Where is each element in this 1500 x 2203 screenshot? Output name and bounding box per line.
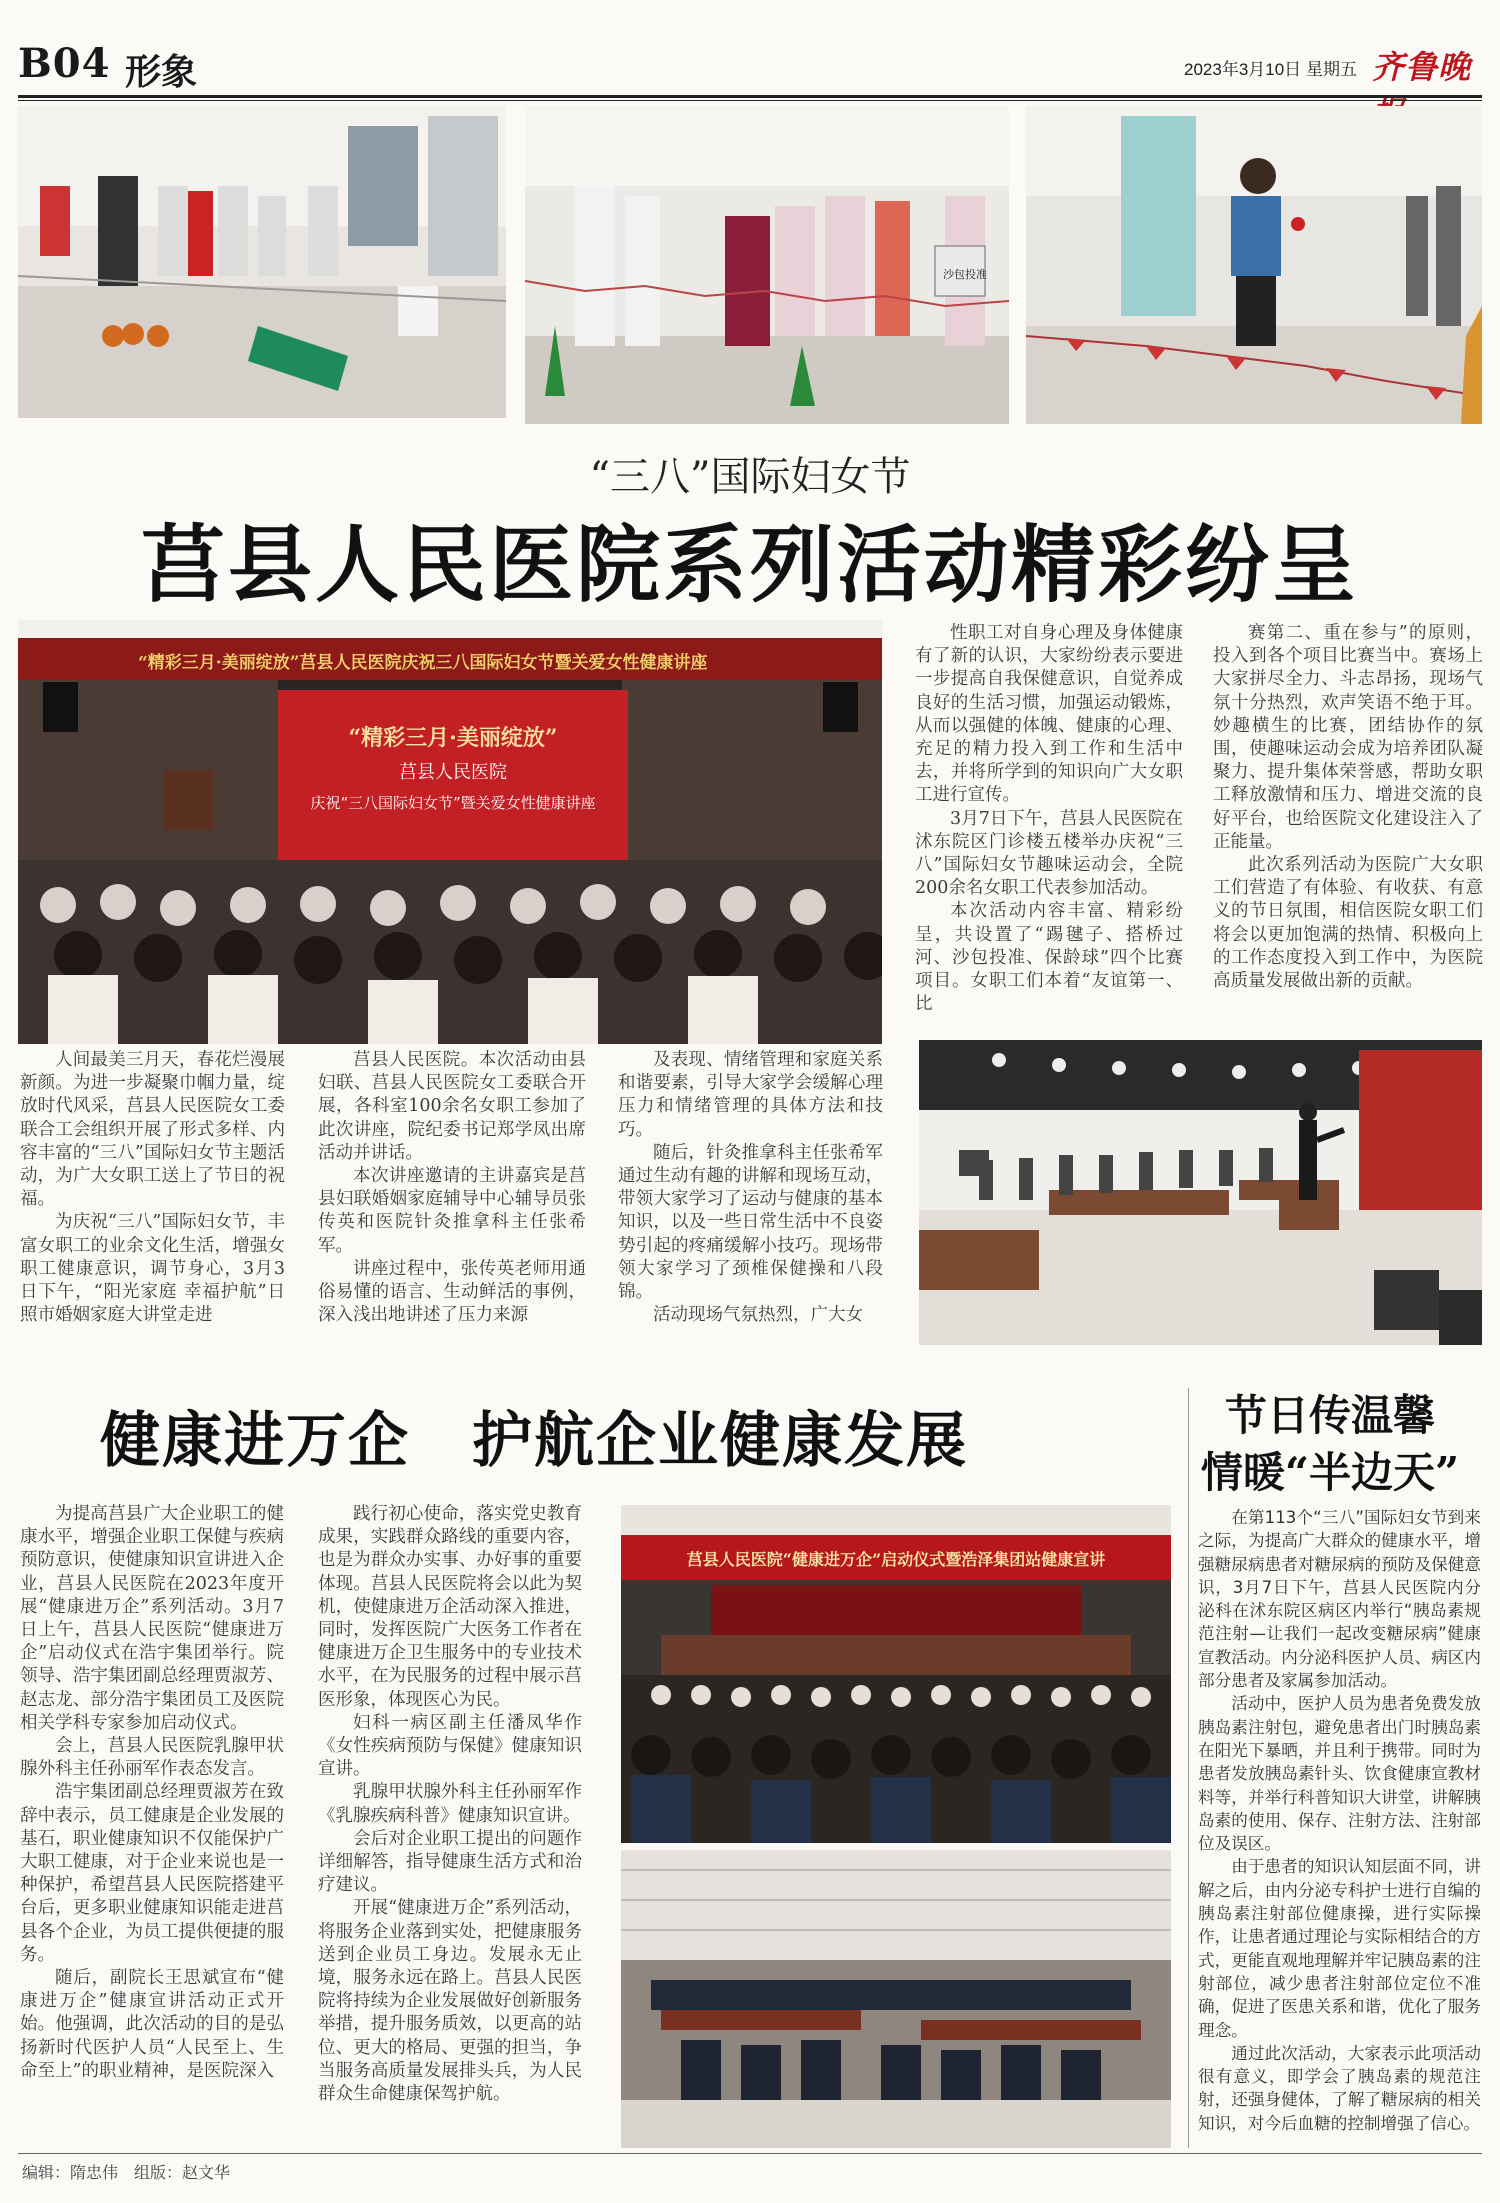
photo-enterprise-launch bbox=[621, 1505, 1171, 1843]
article3-body: 在第113个“三八”国际妇女节到来之际，为提高广大群众的健康水平，增强糖尿病患者对糖尿病的预防及保健意识，3月7日下午，莒县人民医院内分泌科在沭东院区病区内举行“胰岛素规范注射—让我们一起改变糖尿病”健康宣教活动。内分泌科医护人员、病区内部分患者及家属参加活动。 活动中，医护人员为患者免费发放胰岛素注射包，避免患者出门时胰岛素在阳光下暴晒，并且利于携带。同时为患者发放胰岛素针头、饮食健康宣教材料等，并举行科普知识大讲堂，讲解胰岛素的使用、保存、注射方法、注射部位及误区。 由于患者的知识认知层面不同，讲解之后，由内分泌专科护士进行自编的胰岛素注射部位健康操，进行实际操作，让患者通过理论与实际相结合的方式，更能直观地理解并牢记胰岛素的注射部位，减少患者注射部位定位不准确，促进了医患关系和谐，优化了服务理念。 通过此次活动，大家表示此项活动很有意义，即学会了胰岛素的规范注射，还强身健体，了解了糖尿病的相关知识，对今后血糖的控制增强了信心。 bbox=[1198, 1508, 1481, 2133]
sandbag-sign: 沙包投准 bbox=[943, 268, 987, 281]
photo-shuttlecock-kick bbox=[1026, 106, 1482, 424]
masthead-logo: 齐鲁晚 bbox=[1372, 48, 1472, 86]
editor-credit: 编辑：隋忠伟 组版：赵文华 bbox=[22, 2165, 231, 2182]
launch-banner-text: 莒县人民医院“健康进万企”启动仪式暨浩泽集团站健康宣讲 bbox=[686, 1550, 1106, 1569]
screen-text-2: 莒县人民医院 bbox=[399, 762, 507, 783]
header-rule bbox=[18, 95, 1482, 98]
article2-title: 健康进万企 护航企业健康发展 bbox=[100, 1406, 968, 1476]
header-rule-thin bbox=[18, 100, 1482, 101]
article2-col2: 践行初心使命，落实党史教育成果，实践群众路线的重要内容，也是为群众办实事、办好事的重要体现。莒县人民医院将会以此为契机，使健康进万企活动深入推进，同时，发挥医院广大医务工作者在健康进万企卫生服务中的专业技术水平，在为民服务的过程中展示莒医形象，体现医心为民。 妇科一病区副主任潘凤华作《女性疾病预防与保健》健康知识宣讲。 乳腺甲状腺外科主任孙丽军作《乳腺疾病科普》健康知识宣讲。 会后对企业职工提出的问题作详细解答，指导健康生活方式和治疗建议。 开展“健康进万企”系列活动，将服务企业落到实处，把健康服务送到企业员工身边。发展永无止境，服务永远在路上。莒县人民医院将持续为企业发展做好创新服务举措，提升服务质效，以更高的站位、更大的格局、更强的担当，争当服务高质量发展排头兵，为人民群众生命健康保驾护航。 bbox=[318, 1504, 582, 2105]
photo-lecture-hall bbox=[18, 620, 882, 1044]
article1-col4: 性职工对自身心理及身体健康有了新的认识，大家纷纷表示要进一步提高自我保健意识，自觉养成良好的生活习惯，加强运动锻炼，从而以强健的体魄、健康的心理、充足的精力投入到工作和生活中去，并将所学到的知识向广大女职工进行宣传。 3月7日下午，莒县人民医院在沭东院区门诊楼五楼举办庆祝“三八”国际妇女节趣味运动会，全院200余名女职工代表参加活动。 本次活动内容丰富、精彩纷呈，共设置了“踢毽子、搭桥过河、沙包投准、保龄球”四个比赛项目。女职工们本着“友谊第一、比 bbox=[915, 623, 1183, 1015]
photo-sandbag-toss bbox=[525, 106, 1009, 424]
lecture-banner-text: “精彩三月·美丽绽放”莒县人民医院庆祝三八国际妇女节暨关爱女性健康讲座 bbox=[138, 653, 708, 673]
screen-text-3: 庆祝“三八国际妇女节”暨关爱女性健康讲座 bbox=[310, 794, 596, 812]
article1-col1: 人间最美三月天，春花烂漫展新颜。为进一步凝聚巾帼力量，绽放时代风采，莒县人民医院女工委联合工会组织开展了形式多样、内容丰富的“三八”国际妇女节主题活动，为广大女职工送上了节日的祝福。 为庆祝“三八”国际妇女节，丰富女职工的业余文化生活，增强女职工健康意识，调节身心，3月3日下午，“阳光家庭 幸福护航”日照市婚姻家庭大讲堂走进 bbox=[20, 1050, 285, 1326]
issue-weekday: 星期五 bbox=[1306, 60, 1357, 79]
article1-col5: 赛第二、重在参与”的原则，投入到各个项目比赛当中。赛场上大家拼尽全力、斗志昂扬，现场气氛十分热烈，欢声笑语不绝于耳。妙趣横生的比赛，团结协作的氛围，使趣味运动会成为培养团队凝聚力、提升集体荣誉感，帮助女职工释放激情和压力、增进交流的良好平台，也给医院文化建设注入了正能量。 此次系列活动为医院广大女职工们营造了有体验、有收获、有意义的节日氛围，相信医院女职工们将会以更加饱满的热情、积极向上的工作态度投入到工作中，为医院高质量发展做出新的贡献。 bbox=[1213, 623, 1483, 992]
screen-text-1: “精彩三月·美丽绽放” bbox=[348, 725, 558, 751]
article1-kicker: “三八”国际妇女节 bbox=[589, 454, 911, 500]
section-name: 形象 bbox=[125, 51, 198, 93]
article1-col2: 莒县人民医院。本次活动由县妇联、莒县人民医院女工委联合开展，各科室100余名女职工参加了此次讲座，院纪委书记郑学凤出席活动并讲话。 本次讲座邀请的主讲嘉宾是莒县妇联婚姻家庭辅导中心辅导员张传英和医院针灸推拿科主任张希军。 讲座过程中，张传英老师用通俗易懂的语言、生动鲜活的事例，深入浅出地讲述了压力来源 bbox=[318, 1050, 586, 1326]
photo-exercise-class bbox=[919, 1040, 1482, 1345]
article1-title: 莒县人民医院系列活动精彩纷呈 bbox=[140, 515, 1359, 614]
column-divider bbox=[1188, 1388, 1189, 2148]
photo-enterprise-audience bbox=[621, 1850, 1171, 2148]
article2-col1: 为提高莒县广大企业职工的健康水平，增强企业职工保健与疾病预防意识，使健康知识宣讲进入企业，莒县人民医院在2023年度开展“健康进万企”系列活动。3月7日上午，莒县人民医院“健康进万企”启动仪式在浩宇集团举行。院领导、浩宇集团副总经理贾淑芳、赵志龙、部分浩宇集团员工及医院相关学科专家参加启动仪式。 会上，莒县人民医院乳腺甲状腺外科主任孙丽军作表态发言。 浩宇集团副总经理贾淑芳在致辞中表示，员工健康是企业发展的基石，职业健康知识不仅能保护广大职工健康，对于企业来说也是一种保护，希望莒县人民医院搭建平台后，更多职业健康知识能走进莒县各个企业，为员工提供便捷的服务。 随后，副院长王思斌宣布“健康进万企”健康宣讲活动正式开始。他强调，此次活动的目的是弘扬新时代医护人员“人民至上、生命至上”的职业精神，是医院深入 bbox=[20, 1504, 284, 2081]
page-number: B04 bbox=[18, 40, 111, 87]
photo-bowling bbox=[18, 106, 506, 418]
footer-rule bbox=[18, 2153, 1482, 2154]
article3-title-line1: 节日传温馨 bbox=[1224, 1391, 1435, 1440]
article1-col3: 及表现、情绪管理和家庭关系和谐要素，引导大家学会缓解心理压力和情绪管理的具体方法和技巧。 随后，针灸推拿科主任张希军通过生动有趣的讲解和现场互动，带领大家学习了运动与健康的基本知识，以及一些日常生活中不良姿势引起的疼痛缓解小技巧。现场带领大家学习了颈椎保健操和八段锦。 活动现场气氛热烈，广大女 bbox=[618, 1050, 883, 1326]
issue-date: 2023年3月10日 bbox=[1184, 60, 1302, 79]
article3-title-line2: 情暖“半边天” bbox=[1200, 1448, 1460, 1497]
